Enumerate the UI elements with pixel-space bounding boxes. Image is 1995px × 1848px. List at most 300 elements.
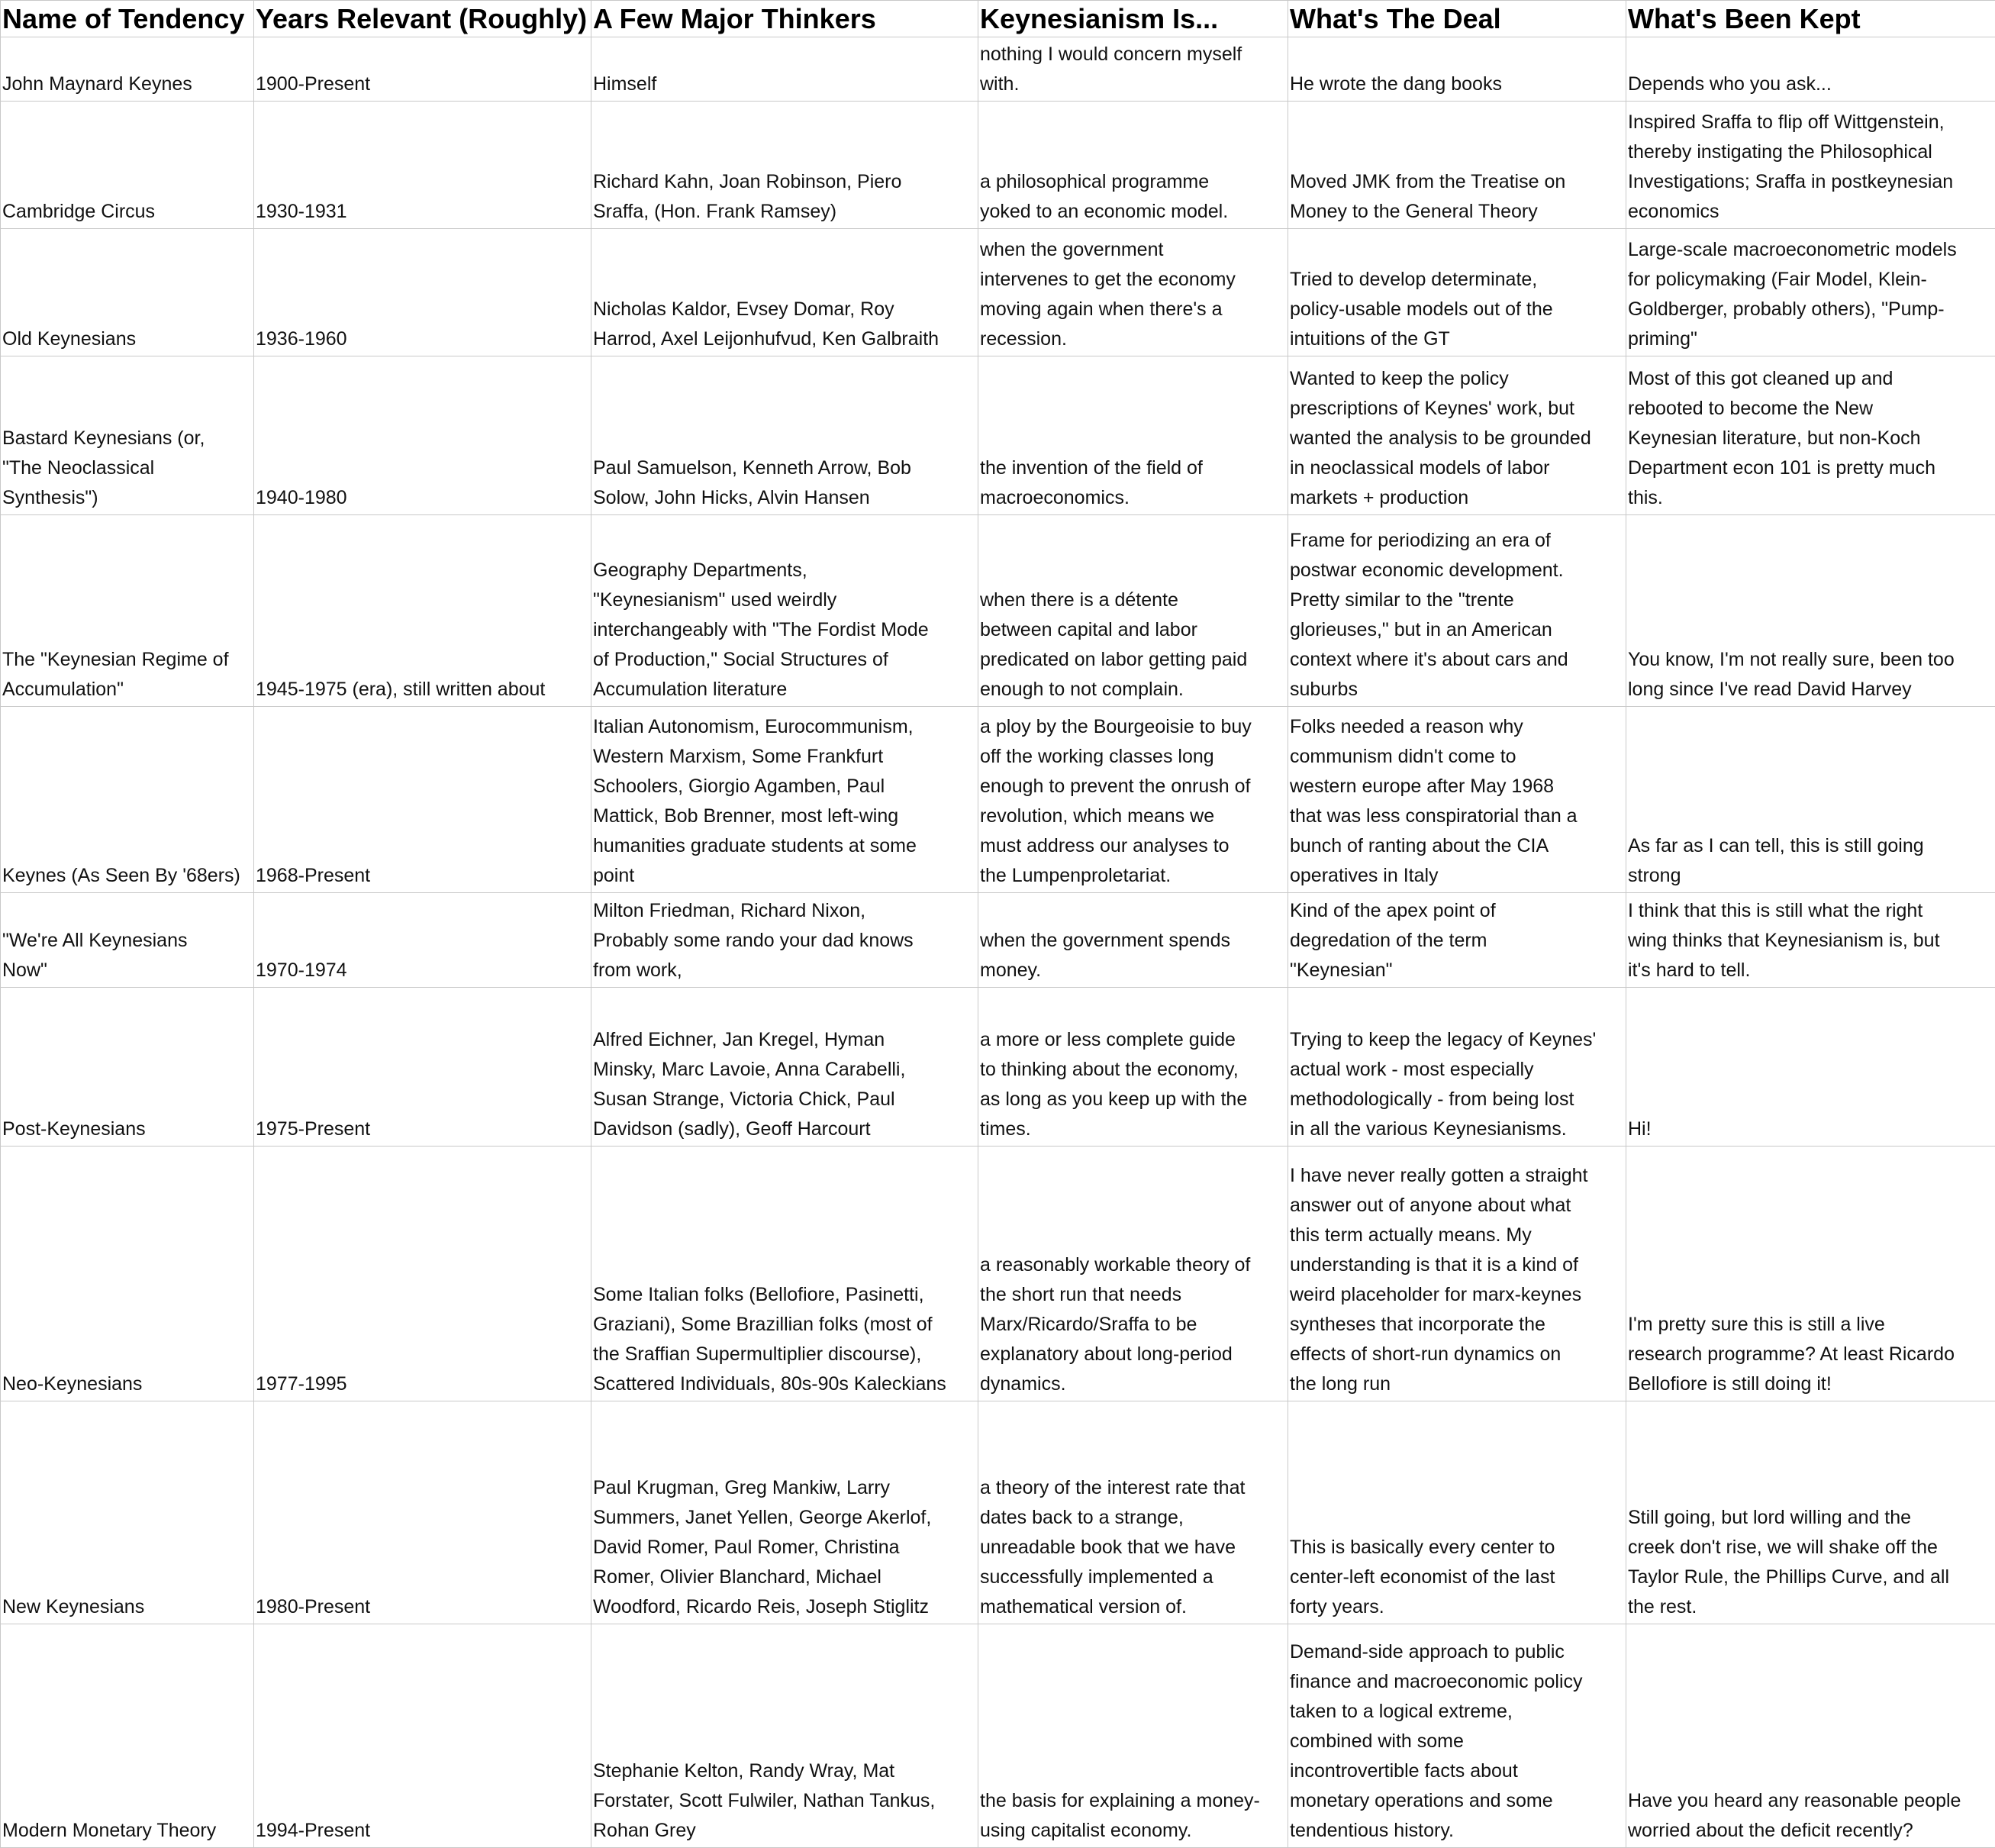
cell-line: Frame for periodizing an era of: [1290, 526, 1621, 556]
cell-name[interactable]: [1, 988, 254, 1147]
cell-line: Solow, John Hicks, Alvin Hansen: [593, 483, 973, 513]
cell-whats-been-kept[interactable]: [1626, 356, 1995, 515]
cell-text: [593, 1473, 973, 1622]
cell-keynesianism-is[interactable]: [978, 356, 1288, 515]
cell-line: in neoclassical models of labor: [1290, 453, 1621, 483]
cell-text: [256, 483, 586, 513]
cell-text: [2, 1114, 249, 1144]
cell-line: This is basically every center to: [1290, 1533, 1621, 1563]
cell-line: Romer, Olivier Blanchard, Michael: [593, 1563, 973, 1592]
cell-line: western europe after May 1968: [1290, 772, 1621, 801]
cell-line: a ploy by the Bourgeoisie to buy: [980, 712, 1283, 742]
cell-line: finance and macroeconomic policy: [1290, 1667, 1621, 1697]
cell-line: effects of short-run dynamics on: [1290, 1340, 1621, 1369]
cell-text: [1628, 831, 1990, 891]
cell-line: 1945-1975 (era), still written about: [256, 675, 586, 705]
cell-whats-been-kept[interactable]: [1626, 988, 1995, 1147]
cell-line: point: [593, 861, 973, 891]
cell-text: [1628, 364, 1990, 513]
cell-line: 1936-1960: [256, 324, 586, 354]
cell-whats-been-kept[interactable]: [1626, 1147, 1995, 1401]
cell-line: Wanted to keep the policy: [1290, 364, 1621, 394]
cell-text: [256, 861, 586, 891]
cell-line: Schoolers, Giorgio Agamben, Paul: [593, 772, 973, 801]
cell-text: [256, 197, 586, 227]
cell-line: the rest.: [1628, 1592, 1990, 1622]
table-row: [1, 515, 1995, 707]
cell-line: Keynesian literature, but non-Koch: [1628, 424, 1990, 453]
cell-line: markets + production: [1290, 483, 1621, 513]
header-whats-the-deal[interactable]: What's The Deal: [1288, 1, 1626, 37]
cell-line: Paul Krugman, Greg Mankiw, Larry: [593, 1473, 973, 1503]
cell-line: nothing I would concern myself: [980, 40, 1283, 69]
cell-name[interactable]: [1, 37, 254, 102]
cell-line: monetary operations and some: [1290, 1786, 1621, 1816]
cell-text: [1290, 526, 1621, 705]
cell-years[interactable]: [254, 37, 591, 102]
cell-keynesianism-is[interactable]: [978, 102, 1288, 229]
cell-line: Stephanie Kelton, Randy Wray, Mat: [593, 1756, 973, 1786]
cell-text: [2, 324, 249, 354]
cell-whats-the-deal[interactable]: [1288, 37, 1626, 102]
cell-whats-the-deal[interactable]: [1288, 707, 1626, 893]
cell-line: that was less conspiratorial than a: [1290, 801, 1621, 831]
cell-text: [1290, 1025, 1621, 1144]
cell-name[interactable]: [1, 893, 254, 988]
cell-keynesianism-is[interactable]: [978, 1147, 1288, 1401]
cell-line: postwar economic development.: [1290, 556, 1621, 585]
cell-line: Himself: [593, 69, 973, 99]
cell-thinkers[interactable]: [591, 229, 978, 356]
cell-line: between capital and labor: [980, 615, 1283, 645]
cell-keynesianism-is[interactable]: [978, 37, 1288, 102]
cell-whats-the-deal[interactable]: [1288, 1147, 1626, 1401]
cell-line: dynamics.: [980, 1369, 1283, 1399]
cell-line: 1980-Present: [256, 1592, 586, 1622]
cell-text: [2, 69, 249, 99]
cell-thinkers[interactable]: [591, 37, 978, 102]
cell-whats-been-kept[interactable]: [1626, 707, 1995, 893]
cell-line: The "Keynesian Regime of: [2, 645, 249, 675]
cell-text: [1290, 1533, 1621, 1622]
cell-line: moving again when there's a: [980, 295, 1283, 324]
cell-line: a philosophical programme: [980, 167, 1283, 197]
cell-line: Pretty similar to the "trente: [1290, 585, 1621, 615]
cell-line: He wrote the dang books: [1290, 69, 1621, 99]
cell-line: New Keynesians: [2, 1592, 249, 1622]
cell-line: Graziani), Some Brazillian folks (most of: [593, 1310, 973, 1340]
cell-line: Money to the General Theory: [1290, 197, 1621, 227]
cell-text: [593, 295, 973, 354]
cell-line: incontrovertible facts about: [1290, 1756, 1621, 1786]
cell-line: Folks needed a reason why: [1290, 712, 1621, 742]
cell-line: enough to prevent the onrush of: [980, 772, 1283, 801]
cell-line: research programme? At least Ricardo: [1628, 1340, 1990, 1369]
cell-text: [980, 712, 1283, 891]
cell-whats-been-kept[interactable]: [1626, 893, 1995, 988]
cell-thinkers[interactable]: [591, 1624, 978, 1848]
cell-keynesianism-is[interactable]: [978, 988, 1288, 1147]
table-row: [1, 356, 1995, 515]
cell-whats-been-kept[interactable]: [1626, 515, 1995, 707]
cell-line: Sraffa, (Hon. Frank Ramsey): [593, 197, 973, 227]
cell-line: I'm pretty sure this is still a live: [1628, 1310, 1990, 1340]
table-row: [1, 707, 1995, 893]
cell-line: the long run: [1290, 1369, 1621, 1399]
cell-whats-the-deal[interactable]: [1288, 988, 1626, 1147]
cell-line: "Keynesianism" used weirdly: [593, 585, 973, 615]
cell-line: the basis for explaining a money-: [980, 1786, 1283, 1816]
cell-line: Summers, Janet Yellen, George Akerlof,: [593, 1503, 973, 1533]
cell-line: Western Marxism, Some Frankfurt: [593, 742, 973, 772]
cell-line: priming": [1628, 324, 1990, 354]
cell-keynesianism-is[interactable]: [978, 707, 1288, 893]
cell-text: [593, 556, 973, 705]
cell-line: Modern Monetary Theory: [2, 1816, 249, 1846]
cell-line: Richard Kahn, Joan Robinson, Piero: [593, 167, 973, 197]
cell-thinkers[interactable]: [591, 988, 978, 1147]
cell-years[interactable]: [254, 988, 591, 1147]
header-major-thinkers[interactable]: A Few Major Thinkers: [591, 1, 978, 37]
cell-line: Woodford, Ricardo Reis, Joseph Stiglitz: [593, 1592, 973, 1622]
cell-line: 1970-1974: [256, 956, 586, 985]
cell-years[interactable]: [254, 1147, 591, 1401]
cell-line: the Lumpenproletariat.: [980, 861, 1283, 891]
cell-line: Kind of the apex point of: [1290, 896, 1621, 926]
cell-keynesianism-is[interactable]: [978, 1624, 1288, 1848]
cell-text: [256, 1816, 586, 1846]
cell-whats-the-deal[interactable]: [1288, 515, 1626, 707]
cell-line: Have you heard any reasonable people: [1628, 1786, 1990, 1816]
cell-keynesianism-is[interactable]: [978, 893, 1288, 988]
cell-line: 1930-1931: [256, 197, 586, 227]
cell-line: Bastard Keynesians (or,: [2, 424, 249, 453]
cell-line: macroeconomics.: [980, 483, 1283, 513]
cell-line: dates back to a strange,: [980, 1503, 1283, 1533]
cell-line: predicated on labor getting paid: [980, 645, 1283, 675]
cell-text: [980, 40, 1283, 99]
cell-line: operatives in Italy: [1290, 861, 1621, 891]
cell-line: actual work - most especially: [1290, 1055, 1621, 1085]
cell-line: economics: [1628, 197, 1990, 227]
cell-text: [2, 1816, 249, 1846]
cell-line: the short run that needs: [980, 1280, 1283, 1310]
cell-line: enough to not complain.: [980, 675, 1283, 705]
cell-line: weird placeholder for marx-keynes: [1290, 1280, 1621, 1310]
header-years-relevant[interactable]: Years Relevant (Roughly): [254, 1, 591, 37]
cell-line: for policymaking (Fair Model, Klein-: [1628, 265, 1990, 295]
cell-line: with.: [980, 69, 1283, 99]
cell-text: [1628, 108, 1990, 227]
cell-line: communism didn't come to: [1290, 742, 1621, 772]
cell-whats-the-deal[interactable]: [1288, 1401, 1626, 1624]
cell-line: from work,: [593, 956, 973, 985]
cell-text: [1628, 1786, 1990, 1846]
cell-line: taken to a logical extreme,: [1290, 1697, 1621, 1727]
cell-line: Neo-Keynesians: [2, 1369, 249, 1399]
cell-years[interactable]: [254, 229, 591, 356]
cell-line: successfully implemented a: [980, 1563, 1283, 1592]
cell-name[interactable]: [1, 1147, 254, 1401]
cell-text: [593, 896, 973, 985]
cell-line: Demand-side approach to public: [1290, 1637, 1621, 1667]
cell-text: [256, 1592, 586, 1622]
table-row: [1, 37, 1995, 102]
cell-line: strong: [1628, 861, 1990, 891]
cell-whats-the-deal[interactable]: [1288, 102, 1626, 229]
cell-line: Forstater, Scott Fulwiler, Nathan Tankus,: [593, 1786, 973, 1816]
cell-whats-been-kept[interactable]: [1626, 1401, 1995, 1624]
cell-whats-the-deal[interactable]: [1288, 356, 1626, 515]
cell-thinkers[interactable]: [591, 102, 978, 229]
cell-text: [2, 926, 249, 985]
cell-line: Inspired Sraffa to flip off Wittgenstein,: [1628, 108, 1990, 137]
cell-line: unreadable book that we have: [980, 1533, 1283, 1563]
cell-line: Synthesis"): [2, 483, 249, 513]
cell-line: the Sraffian Supermultiplier discourse),: [593, 1340, 973, 1369]
cell-text: [256, 324, 586, 354]
cell-text: [980, 585, 1283, 705]
cell-text: [2, 197, 249, 227]
cell-name[interactable]: [1, 356, 254, 515]
cell-text: [1290, 167, 1621, 227]
header-row: [1, 1, 1995, 37]
table-row: [1, 229, 1995, 356]
cell-line: times.: [980, 1114, 1283, 1144]
cell-line: wing thinks that Keynesianism is, but: [1628, 926, 1990, 956]
cell-line: Department econ 101 is pretty much: [1628, 453, 1990, 483]
cell-text: [980, 453, 1283, 513]
cell-text: [256, 1114, 586, 1144]
cell-line: Geography Departments,: [593, 556, 973, 585]
cell-name[interactable]: [1, 229, 254, 356]
cell-line: intuitions of the GT: [1290, 324, 1621, 354]
cell-line: syntheses that incorporate the: [1290, 1310, 1621, 1340]
cell-line: rebooted to become the New: [1628, 394, 1990, 424]
cell-line: Alfred Eichner, Jan Kregel, Hyman: [593, 1025, 973, 1055]
cell-line: Cambridge Circus: [2, 197, 249, 227]
cell-line: when there is a détente: [980, 585, 1283, 615]
cell-text: [1628, 896, 1990, 985]
cell-text: [1628, 1503, 1990, 1622]
cell-line: Taylor Rule, the Phillips Curve, and all: [1628, 1563, 1990, 1592]
cell-line: context where it's about cars and: [1290, 645, 1621, 675]
cell-years[interactable]: [254, 1624, 591, 1848]
cell-line: tendentious history.: [1290, 1816, 1621, 1846]
cell-line: using capitalist economy.: [980, 1816, 1283, 1846]
cell-text: [593, 453, 973, 513]
cell-keynesianism-is[interactable]: [978, 1401, 1288, 1624]
cell-whats-been-kept[interactable]: [1626, 229, 1995, 356]
cell-line: 1968-Present: [256, 861, 586, 891]
cell-line: I think that this is still what the right: [1628, 896, 1990, 926]
cell-keynesianism-is[interactable]: [978, 515, 1288, 707]
cell-line: Moved JMK from the Treatise on: [1290, 167, 1621, 197]
cell-text: [2, 1369, 249, 1399]
cell-line: Large-scale macroeconometric models: [1628, 235, 1990, 265]
cell-text: [2, 424, 249, 513]
cell-text: [980, 1250, 1283, 1399]
cell-line: 1900-Present: [256, 69, 586, 99]
cell-text: [256, 1369, 586, 1399]
cell-text: [980, 235, 1283, 354]
cell-whats-the-deal[interactable]: [1288, 229, 1626, 356]
cell-line: Minsky, Marc Lavoie, Anna Carabelli,: [593, 1055, 973, 1085]
table-row: [1, 988, 1995, 1147]
cell-name[interactable]: [1, 515, 254, 707]
cell-line: Accumulation": [2, 675, 249, 705]
cell-keynesianism-is[interactable]: [978, 229, 1288, 356]
cell-text: [256, 69, 586, 99]
cell-line: I have never really gotten a straight: [1290, 1161, 1621, 1191]
cell-line: the invention of the field of: [980, 453, 1283, 483]
cell-text: [2, 861, 249, 891]
cell-line: long since I've read David Harvey: [1628, 675, 1990, 705]
cell-line: recession.: [980, 324, 1283, 354]
cell-years[interactable]: [254, 102, 591, 229]
cell-line: Harrod, Axel Leijonhufvud, Ken Galbraith: [593, 324, 973, 354]
cell-whats-been-kept[interactable]: [1626, 1624, 1995, 1848]
cell-thinkers[interactable]: [591, 707, 978, 893]
table-row: [1, 1624, 1995, 1848]
cell-thinkers[interactable]: [591, 1147, 978, 1401]
cell-line: explanatory about long-period: [980, 1340, 1283, 1369]
cell-line: Susan Strange, Victoria Chick, Paul: [593, 1085, 973, 1114]
cell-line: Most of this got cleaned up and: [1628, 364, 1990, 394]
cell-line: revolution, which means we: [980, 801, 1283, 831]
cell-line: it's hard to tell.: [1628, 956, 1990, 985]
cell-line: Mattick, Bob Brenner, most left-wing: [593, 801, 973, 831]
cell-text: [593, 1280, 973, 1399]
cell-text: [1628, 235, 1990, 354]
cell-line: Italian Autonomism, Eurocommunism,: [593, 712, 973, 742]
cell-line: Scattered Individuals, 80s-90s Kaleckians: [593, 1369, 973, 1399]
cell-text: [1628, 1114, 1990, 1144]
cell-text: [980, 1025, 1283, 1144]
cell-line: when the government spends: [980, 926, 1283, 956]
cell-thinkers[interactable]: [591, 893, 978, 988]
cell-line: Paul Samuelson, Kenneth Arrow, Bob: [593, 453, 973, 483]
cell-line: Some Italian folks (Bellofiore, Pasinetti,: [593, 1280, 973, 1310]
cell-line: intervenes to get the economy: [980, 265, 1283, 295]
cell-line: worried about the deficit recently?: [1628, 1816, 1990, 1846]
cell-whats-been-kept[interactable]: [1626, 102, 1995, 229]
cell-line: Investigations; Sraffa in postkeynesian: [1628, 167, 1990, 197]
cell-years[interactable]: [254, 893, 591, 988]
cell-thinkers[interactable]: [591, 1401, 978, 1624]
cell-years[interactable]: [254, 707, 591, 893]
cell-text: [1290, 1161, 1621, 1399]
cell-line: must address our analyses to: [980, 831, 1283, 861]
cell-line: Accumulation literature: [593, 675, 973, 705]
cell-line: "Keynesian": [1290, 956, 1621, 985]
cell-line: answer out of anyone about what: [1290, 1191, 1621, 1221]
cell-line: creek don't rise, we will shake off the: [1628, 1533, 1990, 1563]
header-keynesianism-is[interactable]: Keynesianism Is...: [978, 1, 1288, 37]
cell-line: prescriptions of Keynes' work, but: [1290, 394, 1621, 424]
cell-line: Marx/Ricardo/Sraffa to be: [980, 1310, 1283, 1340]
cell-text: [980, 1473, 1283, 1622]
cell-line: As far as I can tell, this is still going: [1628, 831, 1990, 861]
header-name-of-tendency[interactable]: Name of Tendency: [1, 1, 254, 37]
cell-text: [1290, 896, 1621, 985]
table-row: [1, 1401, 1995, 1624]
cell-line: Rohan Grey: [593, 1816, 973, 1846]
cell-line: 1975-Present: [256, 1114, 586, 1144]
cell-line: glorieuses," but in an American: [1290, 615, 1621, 645]
cell-line: combined with some: [1290, 1727, 1621, 1756]
cell-years[interactable]: [254, 1401, 591, 1624]
cell-text: [980, 167, 1283, 227]
cell-name[interactable]: [1, 707, 254, 893]
cell-line: Old Keynesians: [2, 324, 249, 354]
cell-whats-the-deal[interactable]: [1288, 1624, 1626, 1848]
cell-text: [2, 1592, 249, 1622]
cell-text: [980, 1786, 1283, 1846]
cell-text: [593, 1756, 973, 1846]
cell-text: [1628, 69, 1990, 99]
cell-line: degredation of the term: [1290, 926, 1621, 956]
cell-line: yoked to an economic model.: [980, 197, 1283, 227]
cell-line: "The Neoclassical: [2, 453, 249, 483]
cell-name[interactable]: [1, 102, 254, 229]
cell-line: in all the various Keynesianisms.: [1290, 1114, 1621, 1144]
cell-line: Probably some rando your dad knows: [593, 926, 973, 956]
cell-name[interactable]: [1, 1624, 254, 1848]
cell-name[interactable]: [1, 1401, 254, 1624]
cell-text: [256, 675, 586, 705]
cell-thinkers[interactable]: [591, 515, 978, 707]
cell-text: [1628, 1310, 1990, 1399]
cell-line: Bellofiore is still doing it!: [1628, 1369, 1990, 1399]
cell-line: Now": [2, 956, 249, 985]
cell-line: John Maynard Keynes: [2, 69, 249, 99]
cell-line: to thinking about the economy,: [980, 1055, 1283, 1085]
cell-line: interchangeably with "The Fordist Mode: [593, 615, 973, 645]
cell-line: Depends who you ask...: [1628, 69, 1990, 99]
cell-text: [1290, 69, 1621, 99]
cell-line: "We're All Keynesians: [2, 926, 249, 956]
cell-text: [1290, 265, 1621, 354]
cell-line: 1977-1995: [256, 1369, 586, 1399]
cell-line: 1940-1980: [256, 483, 586, 513]
cell-line: 1994-Present: [256, 1816, 586, 1846]
cell-years[interactable]: [254, 515, 591, 707]
cell-line: Tried to develop determinate,: [1290, 265, 1621, 295]
cell-line: Trying to keep the legacy of Keynes': [1290, 1025, 1621, 1055]
cell-text: [593, 1025, 973, 1144]
cell-text: [980, 926, 1283, 985]
cell-line: understanding is that it is a kind of: [1290, 1250, 1621, 1280]
cell-line: Milton Friedman, Richard Nixon,: [593, 896, 973, 926]
cell-line: as long as you keep up with the: [980, 1085, 1283, 1114]
cell-whats-been-kept[interactable]: [1626, 37, 1995, 102]
cell-text: [593, 69, 973, 99]
cell-line: wanted the analysis to be grounded: [1290, 424, 1621, 453]
cell-line: mathematical version of.: [980, 1592, 1283, 1622]
cell-years[interactable]: [254, 356, 591, 515]
cell-line: thereby instigating the Philosophical: [1628, 137, 1990, 167]
cell-text: [1628, 645, 1990, 705]
cell-text: [593, 712, 973, 891]
cell-text: [2, 645, 249, 705]
cell-line: off the working classes long: [980, 742, 1283, 772]
cell-line: this term actually means. My: [1290, 1221, 1621, 1250]
cell-line: methodologically - from being lost: [1290, 1085, 1621, 1114]
cell-thinkers[interactable]: [591, 356, 978, 515]
header-whats-been-kept[interactable]: What's Been Kept: [1626, 1, 1995, 37]
cell-whats-the-deal[interactable]: [1288, 893, 1626, 988]
